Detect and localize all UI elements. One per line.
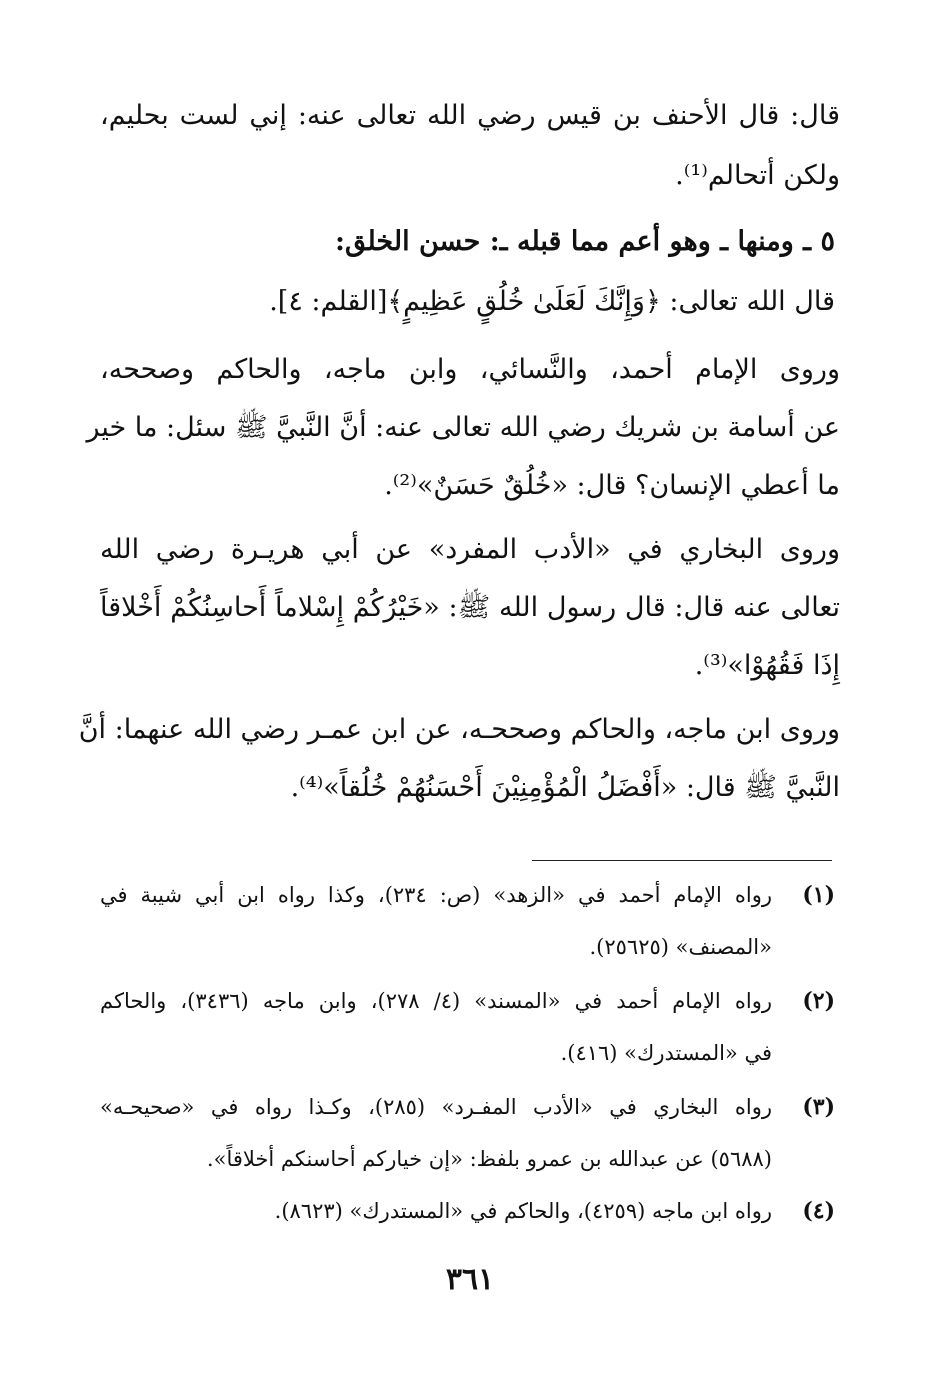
footnote-number: (١) [802, 882, 835, 908]
footnote-line: رواه الإمام أحمد في «الزهد» (ص: ٢٣٤)، وكذا رواه ابن أبي شيبة في [100, 883, 772, 907]
text-line: عن أسامة بن شريك رضي الله تعالى عنه: أنَّ النَّبيَّ ﷺ سئل: ما خير [86, 412, 840, 443]
footnote-line: رواه البخاري في «الأدب المفـرد» (٢٨٥)، وكـذا رواه في «صحيحـه» [100, 1095, 772, 1119]
footnote-line: رواه الإمام أحمد في «المسند» (٤/ ٢٧٨)، وابن ماجه (٣٤٣٦)، والحاكم [100, 989, 772, 1013]
text-line: ولكن أتحالم⁽¹⁾. [675, 160, 840, 191]
text-line: النَّبيَّ ﷺ قال: «أَفْضَلُ الْمُؤْمِنِيْنَ أَحْسَنُهُمْ خُلُقاً»⁽⁴⁾. [290, 772, 840, 803]
footnote-line: (٥٦٨٨) عن عبدالله بن عمرو بلفظ: «إن خياركم أحاسنكم أخلاقاً». [206, 1147, 772, 1171]
footnote-line: في «المستدرك» (٤١٦). [560, 1041, 772, 1065]
page-number: ٣٦١ [445, 1262, 495, 1297]
footnote-line: رواه ابن ماجه (٤٢٥٩)، والحاكم في «المستدرك» (٨٦٢٣). [274, 1199, 772, 1223]
footnote-number: (٢) [802, 988, 835, 1014]
text-line: تعالى عنه قال: قال رسول الله ﷺ: «خَيْرُكُمْ إِسْلاماً أَحاسِنُكُمْ أَخْلاقاً [100, 592, 840, 623]
text-line: وروى ابن ماجه، والحاكم وصححـه، عن ابن عمـر رضي الله عنهما: أنَّ [78, 714, 840, 745]
footnote-number: (٤) [802, 1198, 835, 1224]
section-heading: ٥ ـ ومنها ـ وهو أعم مما قبله ـ: حسن الخلق: [334, 226, 835, 257]
footnote-separator [532, 860, 832, 861]
footnote-number: (٣) [802, 1094, 835, 1120]
text-line: إِذَا فَقُهُوْا»⁽³⁾. [694, 650, 840, 681]
text-line: وروى الإمام أحمد، والنَّسائي، وابن ماجه، والحاكم وصححه، [100, 354, 840, 385]
text-line: قال: قال الأحنف بن قيس رضي الله تعالى عنه: إني لست بحليم، [100, 100, 840, 131]
text-line: قال الله تعالى: ﴿وَإِنَّكَ لَعَلَىٰ خُلُقٍ عَظِيمٍ﴾[القلم: ٤]. [269, 286, 835, 317]
footnote-line: «المصنف» (٢٥٦٢٥). [589, 935, 772, 959]
text-line: وروى البخاري في «الأدب المفرد» عن أبي هريـرة رضي الله [100, 534, 840, 565]
text-line: ما أعطي الإنسان؟ قال: «خُلُقٌ حَسَنٌ»⁽²⁾. [384, 470, 840, 501]
